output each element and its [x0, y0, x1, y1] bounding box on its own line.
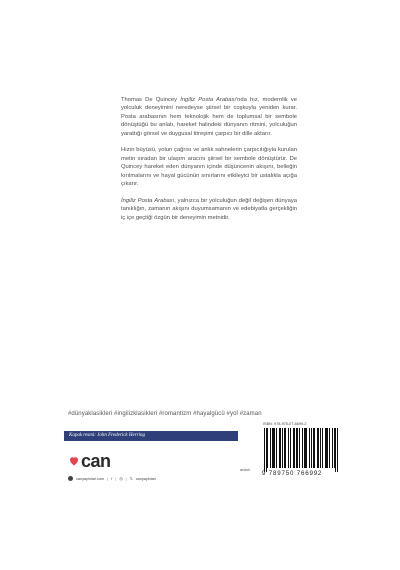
blurb-paragraph-1: [121, 96, 297, 138]
heart-icon: [68, 455, 80, 467]
x-icon[interactable]: 𝕏: [129, 477, 133, 481]
publisher-logo: [68, 452, 111, 470]
isbn-text: ISBN: 978-975-07-6699-2: [263, 422, 307, 426]
website-link[interactable]: canyayinlari.com: [76, 476, 105, 481]
blurb-p1-text: 'nda hız, modernlik ve yolculuk deneyimini neredeyse şiirsel bir coşkuyla yeniden kurar. Posta arabasının hem teknolojik hem de toplumsal bir sembole dönüştüğü bu anlatı, hareket halindeki dünyanın ritmini, yolculuğun yarattığı görsel ve duygusal titreşimi çarpıcı bir dille aktarır.: [121, 97, 297, 137]
category-label: anlatı: [240, 467, 250, 472]
back-cover-blurb: [121, 96, 297, 230]
publisher-footer: [68, 476, 156, 481]
blurb-p3-text: , yalnızca bir yolculuğun değil değişen dünyaya tanıklığın, zamanın akışını duyumsamanın ve edebiyatla gerçekliğin iç içe geçtiği özgün bir deneyimin metnidir.: [121, 197, 297, 221]
blurb-paragraph-2: Hızın büyüsü, yolun çağrısı ve anlık sahnelerin çarpıcılığıyla kurulan metin sıradan bir ulaşım aracını şiirsel bir sembole dönüştürür. De Quincey hareket eden dünyanın içinde düşüncenin akışını, belleğin kırılmalarını ve hayal gücünün sınırlarını etkileyici bir ustalıkla açığa çıkarır.: [121, 147, 297, 188]
blurb-paragraph-3: [121, 197, 297, 222]
barcode-number: 9 789750 766992: [262, 470, 323, 477]
cover-credit-text: Kapak resmi: John Frederick Herring: [69, 432, 146, 438]
facebook-icon[interactable]: f: [111, 476, 113, 481]
cover-credit-bar: [64, 431, 238, 441]
barcode-icon: [262, 428, 340, 472]
web-icon: [68, 476, 73, 481]
instagram-icon[interactable]: ◎: [119, 477, 123, 481]
separator: |: [107, 476, 109, 481]
blurb-author: Thomas De Quincey: [121, 97, 181, 103]
hashtags: #dünyaklasikleri #ingilizklasikleri #romantizm #hayalgücü #yol #zaman: [68, 411, 262, 417]
social-handle[interactable]: canyayinlari: [135, 476, 156, 481]
separator: |: [125, 476, 127, 481]
blurb-title-italic: İngiliz Posta Arabası: [180, 97, 237, 103]
blurb-title-italic-2: İngiliz Posta Arabası: [121, 197, 175, 204]
separator: |: [115, 476, 117, 481]
logo-wordmark: can: [81, 451, 111, 471]
